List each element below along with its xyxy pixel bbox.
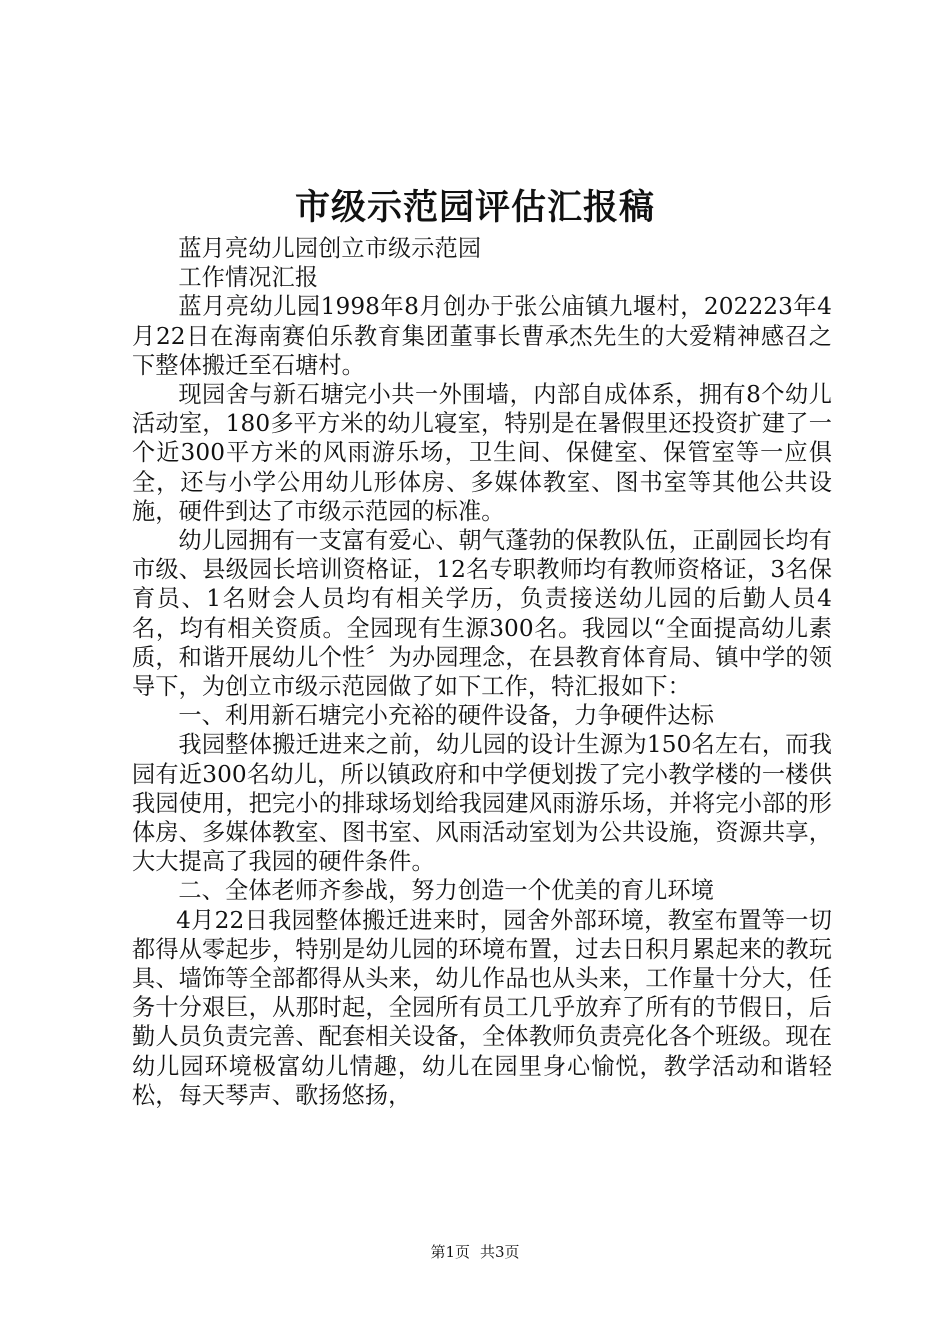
section-heading: 二、全体老师齐参战，努力创造一个优美的育儿环境: [178, 877, 715, 905]
paragraph: 蓝月亮幼儿园创立市级示范园: [178, 235, 482, 262]
paragraph: 4月22日我园整体搬迁进来时，园舍外部环境，教室布置等一切都得从零起步，特别是幼儿园的环境布置，过去日积月累起来的教玩具、墙饰等全部都得从头来，幼儿作品也从头来，工作量十分大，任务十分艰巨，从那时起，全园所有员工几乎放弃了所有的节假日，后勤人员负责完善、配套相关设备，全体教师负责亮化各个班级。现在幼儿园环境极富幼儿情趣，幼儿在园里身心愉悦，教学活动和谐轻松，每天琴声、歌扬悠扬，: [132, 906, 832, 1109]
section-heading: 一、利用新石塘完小充裕的硬件设备，力争硬件达标: [178, 702, 715, 730]
page-footer: [0, 1242, 950, 1262]
paragraph: 现园舍与新石塘完小共一外围墙，内部自成体系，拥有8个幼儿活动室，180多平方米的幼儿寝室，特别是在暑假里还投资扩建了一个近300平方米的风雨游乐场，卫生间、保健室、保管室等一应俱全，还与小学公用幼儿形体房、多媒体教室、图书室等其他公共设施，硬件到达了市级示范园的标准。: [132, 381, 832, 525]
paragraph: 我园整体搬迁进来之前，幼儿园的设计生源为150名左右，而我园有近300名幼儿，所以镇政府和中学便划拨了完小教学楼的一楼供我园使用，把完小的排球场划给我园建风雨游乐场，并将完小部的形体房、多媒体教室、图书室、风雨活动室划为公共设施，资源共享，大大提高了我园的硬件条件。: [132, 731, 832, 876]
page-total: 共3页: [480, 1243, 520, 1261]
page-number: 第1页: [430, 1243, 470, 1261]
paragraph: 工作情况汇报: [178, 264, 319, 292]
paragraph: 蓝月亮幼儿园1998年8月创办于张公庙镇九堰村，202223年4月22日在海南赛伯乐教育集团董事长曹承杰先生的大爱精神感召之下整体搬迁至石塘村。: [132, 293, 832, 379]
document-title: 市级示范园评估汇报稿: [294, 187, 655, 228]
document-body: [132, 234, 832, 1110]
paragraph: 幼儿园拥有一支富有爱心、朝气蓬勃的保教队伍，正副园长均有市级、县级园长培训资格证，12名专职教师均有教师资格证，3名保育员、1名财会人员均有相关学历，负责接送幼儿园的后勤人员4名，均有相关资质。全园现有生源300名。我园以“全面提高幼儿素质，和谐开展幼儿个性〞为办园理念，在县教育体育局、镇中学的领导下，为创立市级示范园做了如下工作，特汇报如下：: [132, 527, 832, 701]
